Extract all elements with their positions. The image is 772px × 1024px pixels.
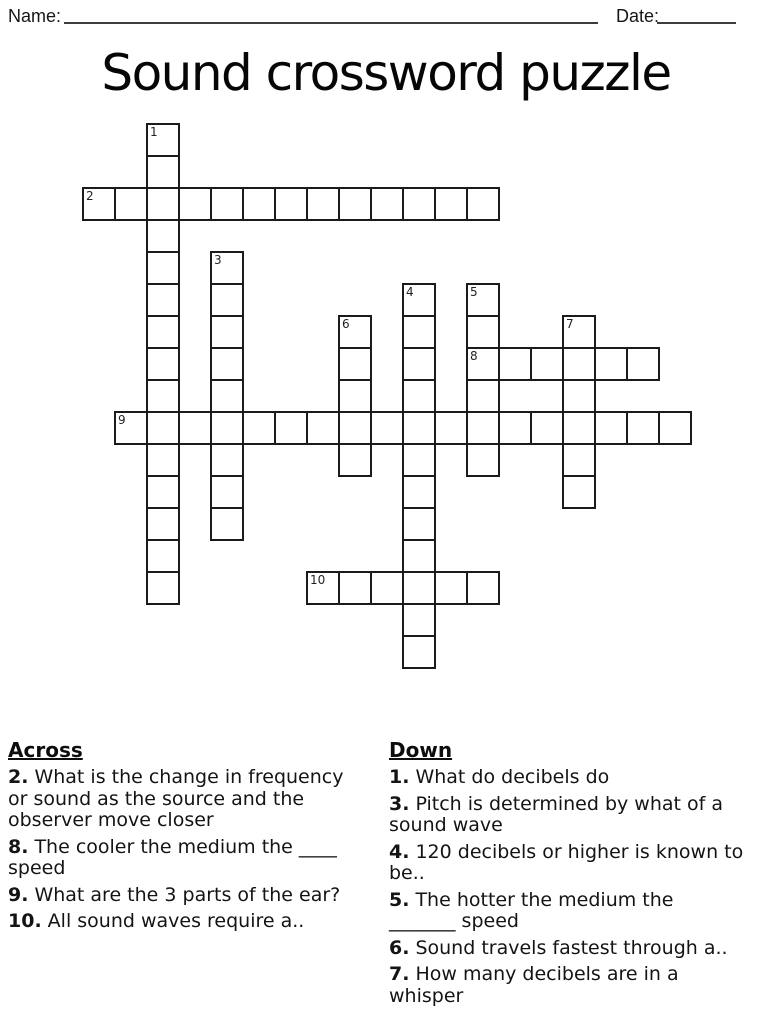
grid-cell[interactable] — [146, 315, 180, 349]
grid-cell[interactable] — [210, 475, 244, 509]
grid-cell[interactable] — [274, 187, 308, 221]
grid-cell[interactable] — [146, 123, 180, 157]
grid-cell[interactable] — [402, 475, 436, 509]
grid-cell[interactable] — [114, 187, 148, 221]
grid-cell[interactable] — [146, 507, 180, 541]
clue-text: Pitch is determined by what of a sound wave — [389, 792, 724, 836]
cell-number: 7 — [566, 317, 574, 331]
grid-cell[interactable] — [594, 347, 628, 381]
grid-cell[interactable] — [146, 251, 180, 285]
grid-cell[interactable] — [434, 571, 468, 605]
grid-cell[interactable] — [370, 187, 404, 221]
page-title: Sound crossword puzzle — [101, 44, 671, 102]
grid-cell[interactable] — [562, 443, 596, 477]
cell-number: 3 — [214, 253, 222, 267]
grid-cell[interactable] — [530, 347, 564, 381]
grid-cell[interactable] — [434, 411, 468, 445]
grid-cell[interactable] — [146, 379, 180, 413]
grid-cell[interactable] — [466, 571, 500, 605]
cell-number: 2 — [86, 189, 94, 203]
grid-cell[interactable] — [146, 155, 180, 189]
grid-cell[interactable] — [306, 411, 340, 445]
grid-cell[interactable] — [274, 411, 308, 445]
down-clues-section — [389, 738, 747, 1012]
grid-cell[interactable] — [498, 411, 532, 445]
grid-cell[interactable] — [242, 411, 276, 445]
clue-number: 6. — [389, 936, 410, 959]
clue-text: What do decibels do — [415, 766, 610, 788]
grid-cell[interactable] — [530, 411, 564, 445]
clue-text: The cooler the medium the ____ speed — [8, 835, 337, 879]
cell-number: 1 — [150, 125, 158, 139]
clue-text: What are the 3 parts of the ear? — [34, 883, 341, 906]
grid-cell[interactable] — [370, 571, 404, 605]
grid-cell[interactable] — [338, 315, 372, 349]
grid-cell[interactable] — [338, 347, 372, 381]
clue-number: 3. — [389, 792, 410, 815]
grid-cell[interactable] — [402, 571, 436, 605]
grid-cell[interactable] — [146, 187, 180, 221]
clue-text: Sound travels fastest through a.. — [415, 936, 728, 959]
grid-cell[interactable] — [594, 411, 628, 445]
grid-cell[interactable] — [306, 571, 340, 605]
grid-cell[interactable] — [402, 539, 436, 573]
clue-7 — [389, 964, 747, 1007]
down-heading: Down — [389, 738, 453, 762]
grid-cell[interactable] — [466, 283, 500, 317]
grid-cell[interactable] — [306, 187, 340, 221]
grid-cell[interactable] — [146, 475, 180, 509]
grid-cell[interactable] — [562, 411, 596, 445]
grid-cell[interactable] — [402, 443, 436, 477]
grid-cell[interactable] — [146, 347, 180, 381]
clue-9 — [8, 885, 358, 907]
clue-number: 7. — [389, 963, 410, 985]
across-heading: Across — [8, 738, 83, 762]
cell-number: 9 — [118, 413, 126, 427]
grid-cell[interactable] — [402, 379, 436, 413]
grid-cell[interactable] — [402, 187, 436, 221]
cell-number: 5 — [470, 285, 478, 299]
grid-cell[interactable] — [466, 411, 500, 445]
cell-number: 8 — [470, 349, 478, 363]
name-blank-line — [64, 22, 598, 24]
clue-number: 2. — [8, 766, 29, 788]
grid-cell[interactable] — [114, 411, 148, 445]
grid-cell[interactable] — [82, 187, 116, 221]
grid-cell[interactable] — [210, 315, 244, 349]
clue-number: 9. — [8, 883, 29, 906]
grid-cell[interactable] — [146, 283, 180, 317]
clue-number: 10. — [8, 910, 42, 932]
cell-number: 4 — [406, 285, 414, 299]
clue-number: 8. — [8, 835, 29, 858]
name-label: Name: — [8, 6, 62, 26]
grid-cell[interactable] — [626, 411, 660, 445]
grid-cell[interactable] — [338, 571, 372, 605]
clue-1 — [389, 767, 747, 789]
clue-number: 4. — [389, 840, 410, 863]
grid-cell[interactable] — [210, 443, 244, 477]
date-blank-line — [657, 22, 736, 24]
grid-cell[interactable] — [466, 347, 500, 381]
cell-number: 10 — [310, 573, 326, 587]
grid-cell[interactable] — [402, 283, 436, 317]
grid-cell[interactable] — [402, 347, 436, 381]
grid-cell[interactable] — [178, 411, 212, 445]
grid-cell[interactable] — [498, 347, 532, 381]
grid-cell[interactable] — [146, 443, 180, 477]
grid-cell[interactable] — [338, 411, 372, 445]
grid-cell[interactable] — [210, 187, 244, 221]
grid-cell[interactable] — [626, 347, 660, 381]
grid-cell[interactable] — [402, 635, 436, 669]
grid-cell[interactable] — [562, 475, 596, 509]
clue-text: 120 decibels or higher is known to be.. — [389, 840, 744, 884]
grid-cell[interactable] — [370, 411, 404, 445]
clue-text: All sound waves require a.. — [47, 910, 305, 932]
grid-cell[interactable] — [210, 251, 244, 285]
grid-cell[interactable] — [338, 443, 372, 477]
grid-cell[interactable] — [146, 219, 180, 253]
grid-cell[interactable] — [210, 411, 244, 445]
grid-cell[interactable] — [434, 187, 468, 221]
grid-cell[interactable] — [562, 315, 596, 349]
grid-cell[interactable] — [242, 187, 276, 221]
clue-text: What is the change in frequency or sound as the source and the observer move closer — [8, 766, 344, 831]
grid-cell[interactable] — [466, 443, 500, 477]
grid-cell[interactable] — [210, 283, 244, 317]
across-clue-list — [8, 767, 358, 933]
grid-cell[interactable] — [402, 507, 436, 541]
grid-cell[interactable] — [146, 411, 180, 445]
clue-2 — [8, 767, 358, 832]
grid-cell[interactable] — [466, 379, 500, 413]
grid-cell[interactable] — [146, 539, 180, 573]
grid-cell[interactable] — [466, 315, 500, 349]
clue-8 — [8, 837, 358, 880]
grid-cell[interactable] — [210, 507, 244, 541]
grid-cell[interactable] — [402, 411, 436, 445]
across-clues-section — [8, 738, 358, 938]
clue-text: The hotter the medium the _______ speed — [389, 888, 674, 932]
grid-cell[interactable] — [338, 187, 372, 221]
clue-10 — [8, 911, 358, 933]
grid-cell[interactable] — [402, 315, 436, 349]
clue-6 — [389, 938, 747, 960]
grid-cell[interactable] — [338, 379, 372, 413]
crossword-grid — [82, 123, 692, 669]
down-clue-list — [389, 767, 747, 1007]
clue-5 — [389, 890, 747, 933]
grid-cell[interactable] — [562, 379, 596, 413]
grid-cell[interactable] — [466, 187, 500, 221]
clue-number: 5. — [389, 888, 410, 911]
grid-cell[interactable] — [146, 571, 180, 605]
clue-3 — [389, 794, 747, 837]
grid-cell[interactable] — [658, 411, 692, 445]
clue-number: 1. — [389, 766, 410, 788]
date-label: Date: — [616, 6, 660, 26]
grid-cell[interactable] — [178, 187, 212, 221]
clue-4 — [389, 842, 747, 885]
grid-cell[interactable] — [210, 379, 244, 413]
cell-number: 6 — [342, 317, 350, 331]
clue-text: How many decibels are in a whisper — [389, 963, 679, 1007]
grid-cell[interactable] — [402, 603, 436, 637]
grid-cell[interactable] — [562, 347, 596, 381]
grid-cell[interactable] — [210, 347, 244, 381]
